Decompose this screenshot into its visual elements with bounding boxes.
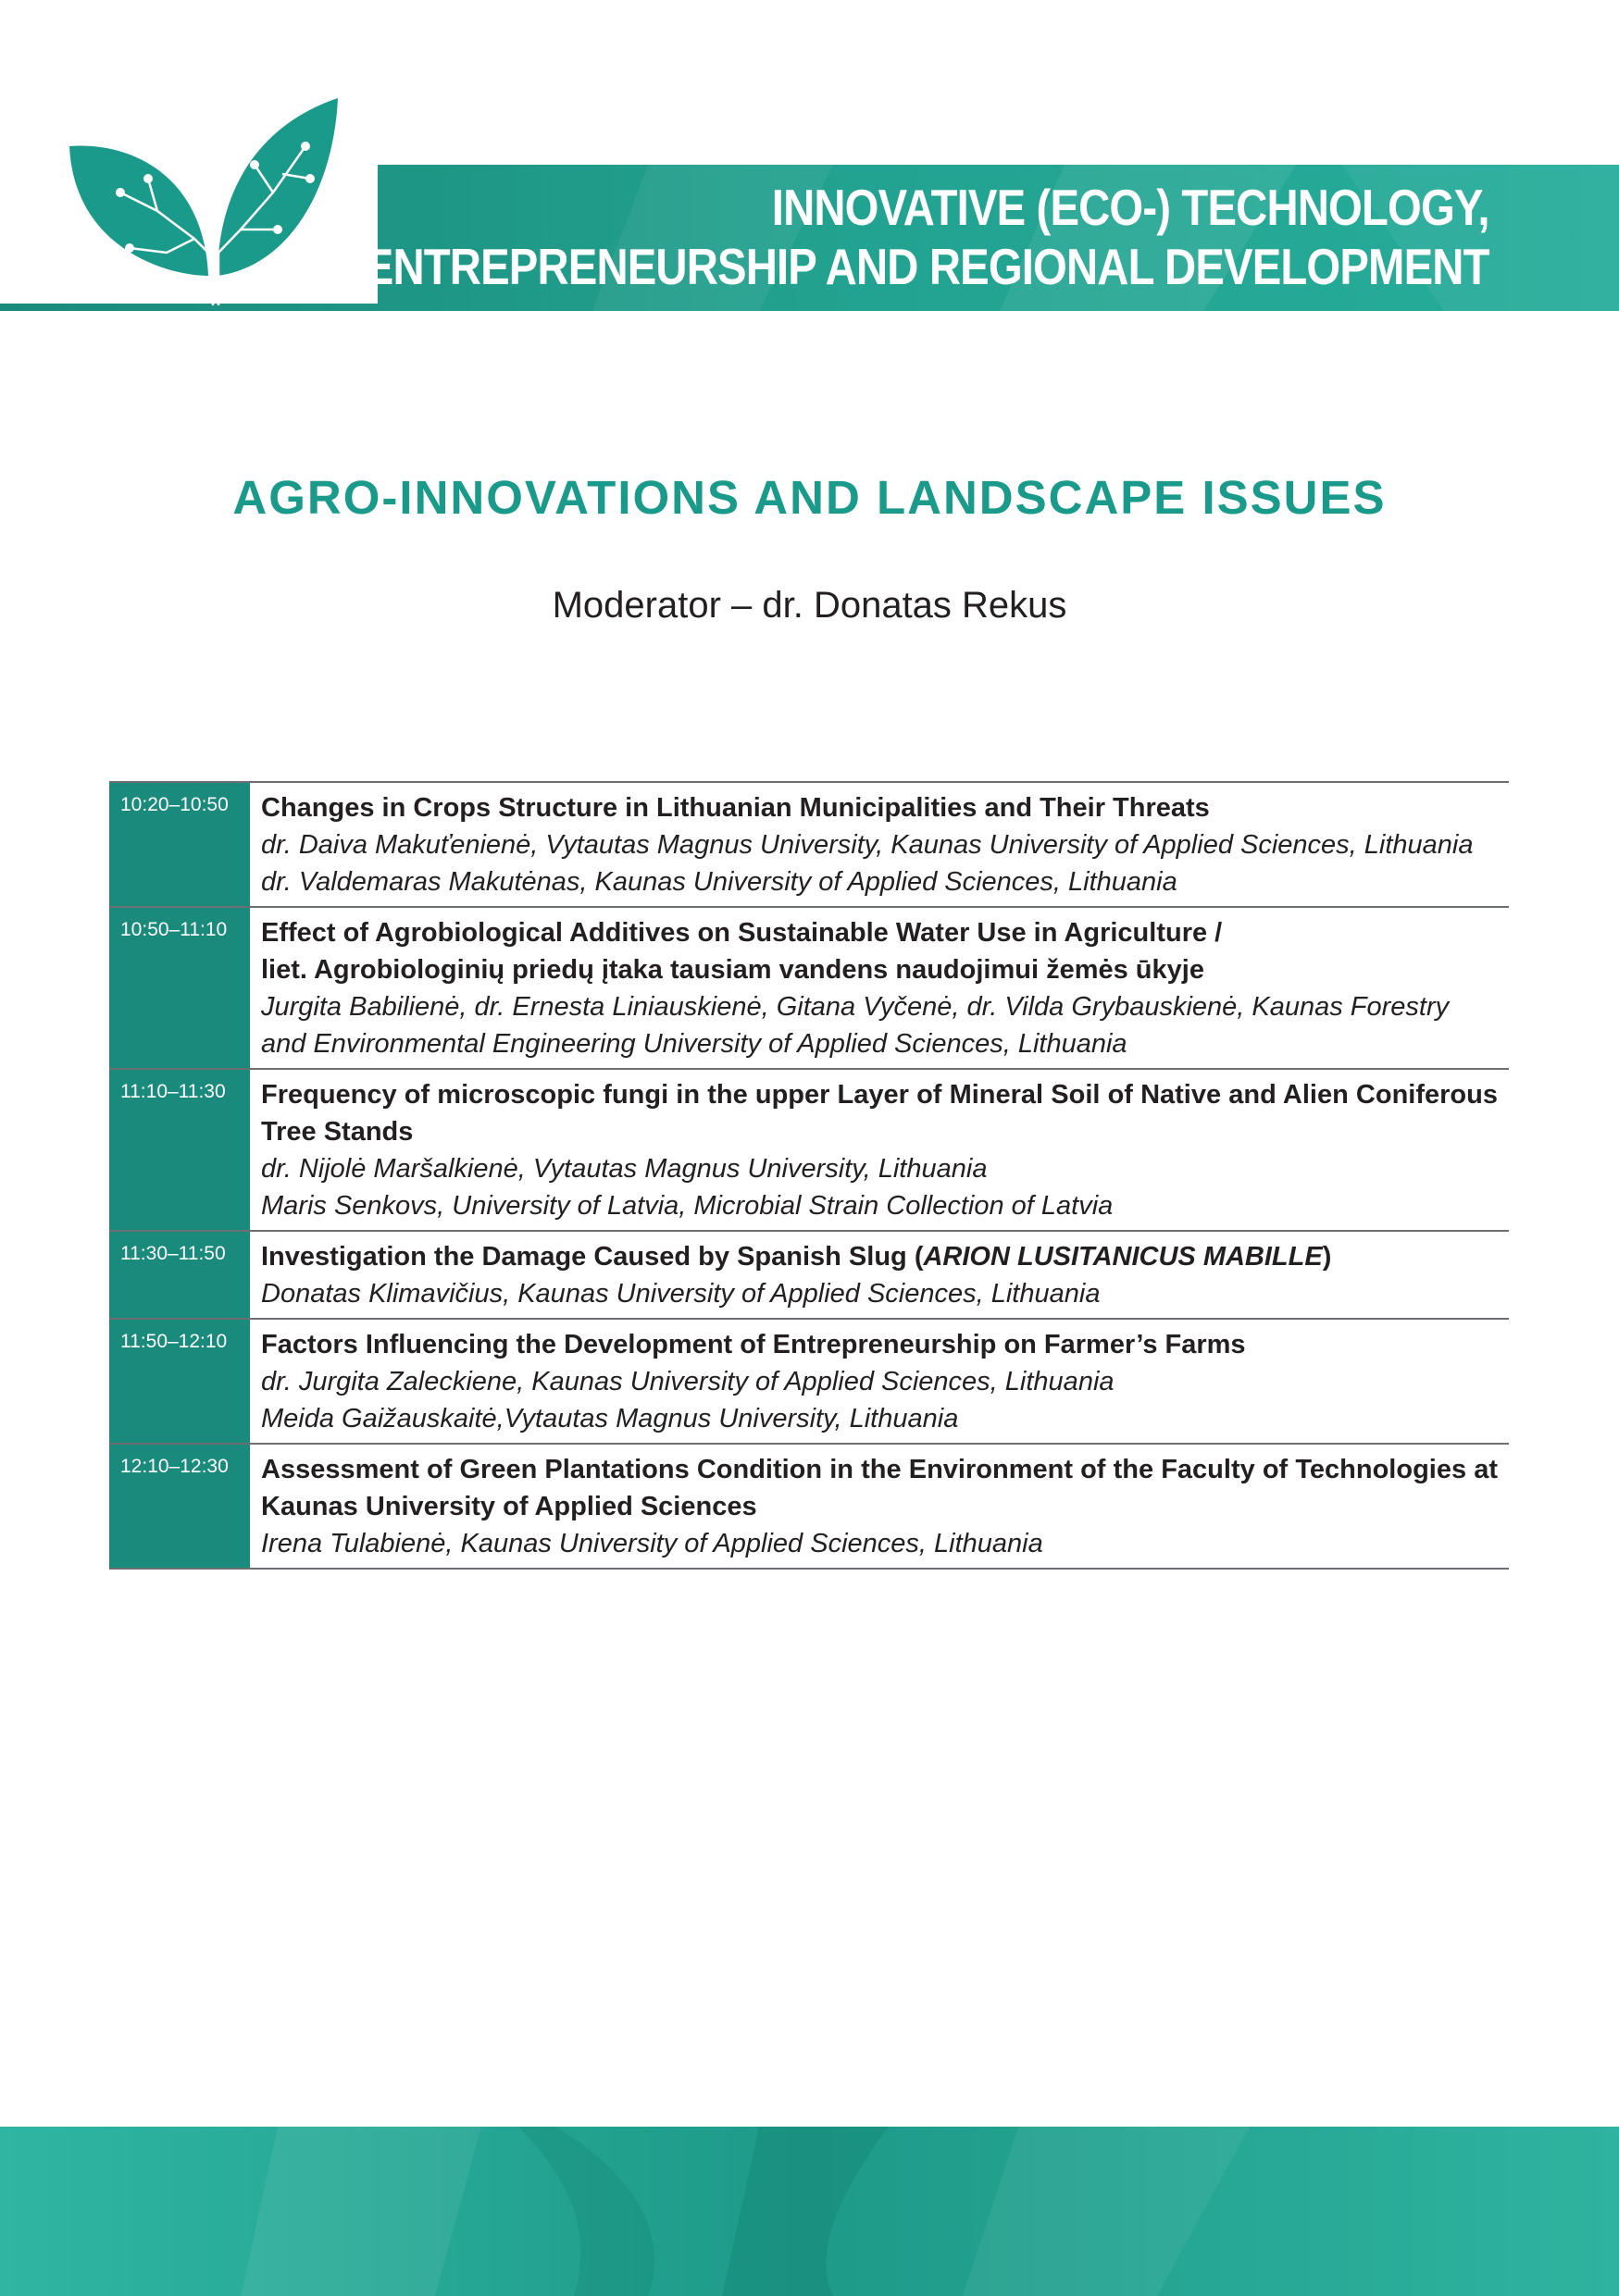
session-content <box>250 1445 1509 1568</box>
table-row <box>109 908 1509 1070</box>
leaf-circuit-icon <box>56 91 361 305</box>
talk-title: Frequency of microscopic fungi in the upper Layer of Mineral Soil of Native and Alien Coniferous Tree Stands <box>261 1080 1498 1147</box>
talk-title-prefix: Investigation the Damage Caused by Spanish Slug ( <box>261 1242 924 1272</box>
time-slot: 11:10–11:30 <box>109 1070 250 1230</box>
talk-author: dr. Daiva Makuťenienė, Vytautas Magnus University, Kaunas University of Applied Sciences, Lithuania <box>261 830 1474 860</box>
talk-title: Changes in Crops Structure in Lithuanian Municipalities and Their Threats <box>261 793 1210 823</box>
time-slot: 12:10–12:30 <box>109 1445 250 1568</box>
time-slot: 10:50–11:10 <box>109 908 250 1068</box>
talk-author: dr. Jurgita Zaleckiene, Kaunas University of Applied Sciences, Lithuania <box>261 1367 1115 1396</box>
talk-author: Irena Tulabienė, Kaunas University of Applied Sciences, Lithuania <box>261 1529 1043 1558</box>
talk-title: Factors Influencing the Development of Entrepreneurship on Farmer’s Farms <box>261 1330 1246 1359</box>
time-slot: 11:50–12:10 <box>109 1320 250 1443</box>
talk-author: Meida Gaižauskaitė,Vytautas Magnus University, Lithuania <box>261 1404 959 1433</box>
header-title-line2: ENTREPRENEURSHIP AND REGIONAL DEVELOPMENT <box>365 238 1489 295</box>
moderator-line: Moderator – dr. Donatas Rekus <box>552 585 1067 626</box>
talk-title-suffix: ) <box>1322 1242 1332 1272</box>
talk-author: Jurgita Babilienė, dr. Ernesta Liniauskienė, Gitana Vyčenė, dr. Vilda Grybauskienė, Kaunas Forestry and Environmental Engineering University of Applied Sciences, Lithuania <box>261 992 1450 1059</box>
table-row <box>109 783 1509 908</box>
talk-title <box>261 1238 1498 1275</box>
talk-author: dr. Valdemaras Makutėnas, Kaunas University of Applied Sciences, Lithuania <box>261 867 1177 897</box>
species-name: ARION LUSITANICUS MABILLE <box>923 1242 1323 1272</box>
session-content <box>250 1232 1509 1318</box>
header-title-line1: INNOVATIVE (ECO-) TECHNOLOGY, <box>772 179 1489 236</box>
section-title: AGRO-INNOVATIONS AND LANDSCAPE ISSUES <box>232 471 1387 524</box>
table-row <box>109 1445 1509 1570</box>
talk-author: Maris Senkovs, University of Latvia, Microbial Strain Collection of Latvia <box>261 1191 1114 1221</box>
session-content <box>250 908 1509 1068</box>
time-slot: 11:30–11:50 <box>109 1232 250 1318</box>
session-content <box>250 1070 1509 1230</box>
footer-banner <box>0 2127 1619 2296</box>
talk-title-line1: Effect of Agrobiological Additives on Sustainable Water Use in Agriculture / <box>261 918 1223 948</box>
talk-title-line2: liet. Agrobiologinių priedų įtaka tausiam vandens naudojimui žemės ūkyje <box>261 955 1204 985</box>
talk-author: Donatas Klimavičius, Kaunas University of Applied Sciences, Lithuania <box>261 1279 1101 1309</box>
table-row <box>109 1232 1509 1320</box>
talk-author: dr. Nijolė Maršalkienė, Vytautas Magnus University, Lithuania <box>261 1154 988 1184</box>
schedule-table <box>109 781 1509 1570</box>
table-row <box>109 1320 1509 1445</box>
talk-title: Assessment of Green Plantations Condition in the Environment of the Faculty of Technologies at Kaunas University of Applied Sciences <box>261 1455 1498 1521</box>
table-row <box>109 1070 1509 1232</box>
session-content <box>250 783 1509 906</box>
time-slot: 10:20–10:50 <box>109 783 250 906</box>
talk-title <box>261 914 1498 988</box>
header-title <box>365 178 1489 296</box>
session-content <box>250 1320 1509 1443</box>
